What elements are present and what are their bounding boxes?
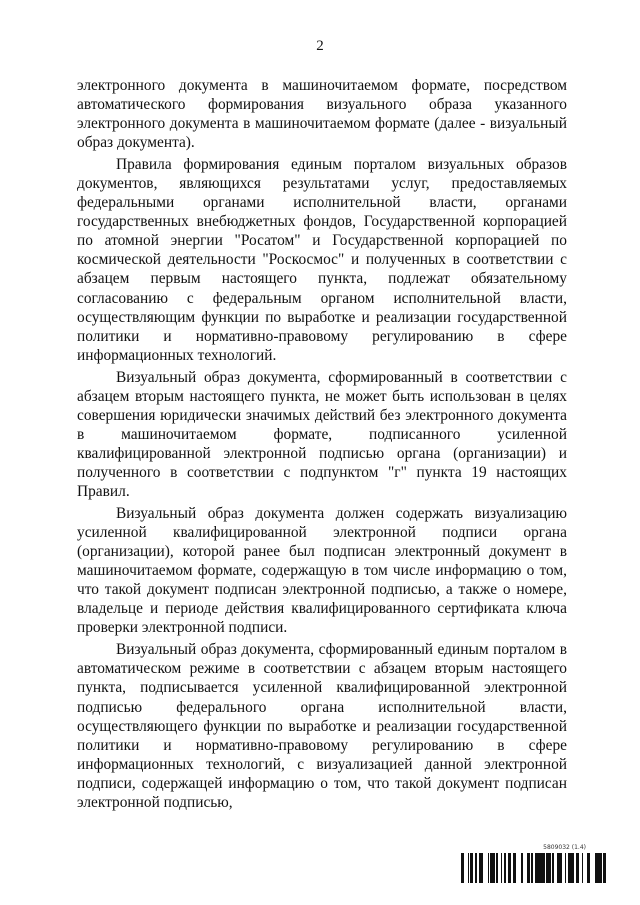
paragraph-3: Визуальный образ документа, сформированный в соответствии с абзацем вторым настоящего пункта, не может быть использован в целях совершения юридически значимых действий без электронного документа в машиночитаемом формате, подписанного усиленной квалифицированной электронной подписью органа (организации) и полученного в соответствии с подпунктом "г" пункта 19 настоящих Правил. [77,368,567,500]
paragraph-2: Правила формирования единым порталом визуальных образов документов, являющихся результатами услуг, предоставляемых федеральными органами исполнительной власти, органами государственных внебюджетных фондов, Государственной корпорацией по атомной энергии "Росатом" и Государственной корпорацией по космической деятельности "Роскосмос" и полученных в соответствии с абзацем первым настоящего пункта, подлежат обязательному согласованию с федеральным органом исполнительной власти, осуществляющим функции по выработке и реализации государственной политики и нормативно-правовому регулированию в сфере информационных технологий. [77,156,567,364]
paragraph-1: электронного документа в машиночитаемом формате, посредством автоматического формирования визуального образа указанного электронного документа в машиночитаемом формате (далее - визуальный образ документа). [77,77,567,152]
page-number: 2 [316,38,324,54]
document-barcode [460,844,606,888]
barcode-icon [460,853,606,883]
paragraph-5: Визуальный образ документа, сформированный единым порталом в автоматическом режиме в соответствии с абзацем вторым настоящего пункта, подписывается усиленной квалифицированной электронной подписью федерального органа исполнительной власти, осуществляющего функции по выработке и реализации государственной политики и нормативно-правовому регулированию в сфере информационных технологий, с визуализацией данной электронной подписи, содержащей информацию о том, что такой документ подписан электронной подписью, [77,641,567,811]
paragraph-4: Визуальный образ документа должен содержать визуализацию усиленной квалифицированной электронной подписи органа (организации), которой ранее был подписан электронный документ в машиночитаемом формате, содержащую в том числе информацию о том, что такой документ подписан электронной подписью, а также о номере, владельце и периоде действия квалифицированного сертификата ключа проверки электронной подписи. [77,505,567,637]
document-body [77,76,567,815]
barcode-code: 5809032 (1.4) [543,844,586,851]
